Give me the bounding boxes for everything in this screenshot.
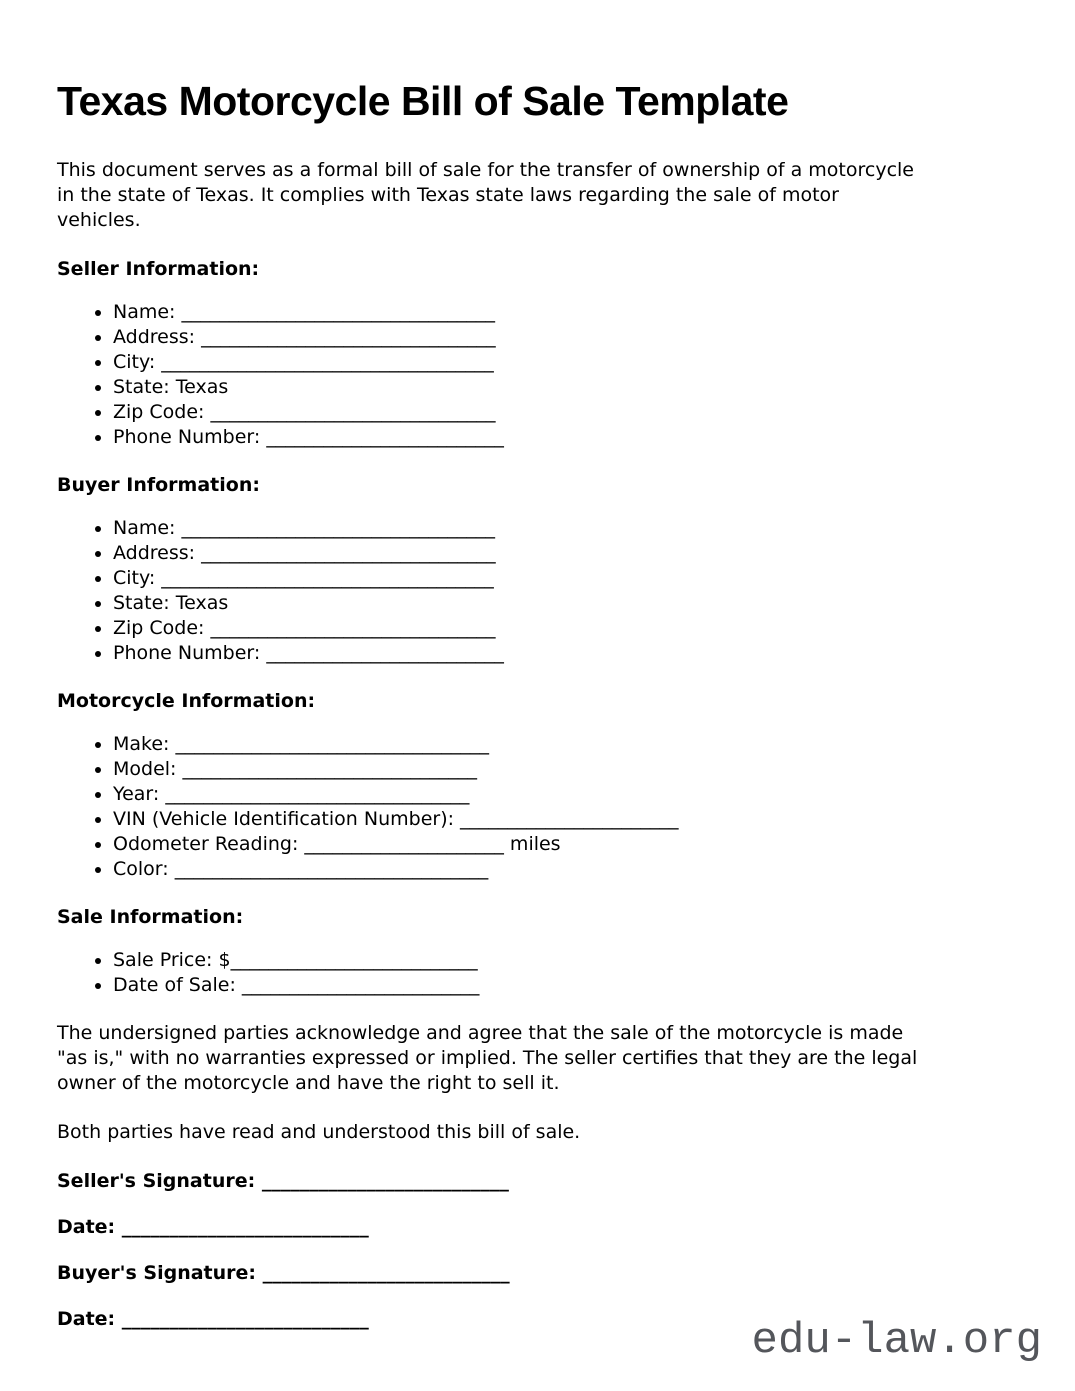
document-title: Texas Motorcycle Bill of Sale Template: [57, 78, 789, 124]
seller-address-field: • Address: _______________________________: [113, 325, 1017, 350]
buyer-address-field: • Address: _______________________________: [113, 541, 1017, 566]
seller-city-field: • City: ___________________________________: [113, 350, 1017, 375]
intro-paragraph: [57, 158, 1017, 233]
buyer-name-field: • Name: _________________________________: [113, 516, 1017, 541]
intro-line-1: This document serves as a formal bill of sale for the transfer of ownership of a motorcycle: [57, 159, 914, 181]
section-heading-seller-information: Seller Information:: [57, 258, 260, 280]
seller-zip-code-field: • Zip Code: ______________________________: [113, 400, 1017, 425]
intro-line-2: in the state of Texas. It complies with Texas state laws regarding the sale of motor: [57, 184, 839, 206]
motorcycle-vin-field: • VIN (Vehicle Identification Number): _______________________: [113, 807, 1017, 832]
disclaimer-line-2: "as is," with no warranties expressed or implied. The seller certifies that they are the legal: [57, 1047, 918, 1069]
seller-state-field: • State: Texas: [113, 375, 1017, 400]
buyer-information-list: [57, 516, 1017, 666]
section-heading-sale-information: Sale Information:: [57, 906, 244, 928]
disclaimer-line-3: owner of the motorcycle and have the right to sell it.: [57, 1072, 560, 1094]
buyer-state-field: • State: Texas: [113, 591, 1017, 616]
as-is-disclaimer-paragraph: [57, 1021, 1017, 1096]
intro-line-3: vehicles.: [57, 209, 141, 231]
sale-price-field: • Sale Price: $__________________________: [113, 948, 1017, 973]
buyer-signature-field: Buyer's Signature: __________________________: [57, 1262, 510, 1284]
seller-signature-field: Seller's Signature: __________________________: [57, 1170, 509, 1192]
buyer-signature-date-field: Date: __________________________: [57, 1308, 369, 1330]
section-heading-buyer-information: Buyer Information:: [57, 474, 260, 496]
motorcycle-color-field: • Color: _________________________________: [113, 857, 1017, 882]
acknowledgment-statement: Both parties have read and understood this bill of sale.: [57, 1121, 581, 1143]
motorcycle-odometer-field: • Odometer Reading: _____________________ miles: [113, 832, 1017, 857]
seller-signature-date-field: Date: __________________________: [57, 1216, 369, 1238]
motorcycle-make-field: • Make: _________________________________: [113, 732, 1017, 757]
seller-name-field: • Name: _________________________________: [113, 300, 1017, 325]
motorcycle-year-field: • Year: ________________________________: [113, 782, 1017, 807]
section-heading-motorcycle-information: Motorcycle Information:: [57, 690, 316, 712]
buyer-zip-code-field: • Zip Code: ______________________________: [113, 616, 1017, 641]
sale-information-list: [57, 948, 1017, 998]
motorcycle-information-list: [57, 732, 1017, 882]
watermark-edu-law-org: edu-law.org: [751, 1316, 1042, 1366]
seller-phone-number-field: • Phone Number: _________________________: [113, 425, 1017, 450]
date-of-sale-field: • Date of Sale: _________________________: [113, 973, 1017, 998]
buyer-phone-number-field: • Phone Number: _________________________: [113, 641, 1017, 666]
disclaimer-line-1: The undersigned parties acknowledge and agree that the sale of the motorcycle is made: [57, 1022, 904, 1044]
buyer-city-field: • City: ___________________________________: [113, 566, 1017, 591]
seller-information-list: [57, 300, 1017, 450]
motorcycle-model-field: • Model: _______________________________: [113, 757, 1017, 782]
